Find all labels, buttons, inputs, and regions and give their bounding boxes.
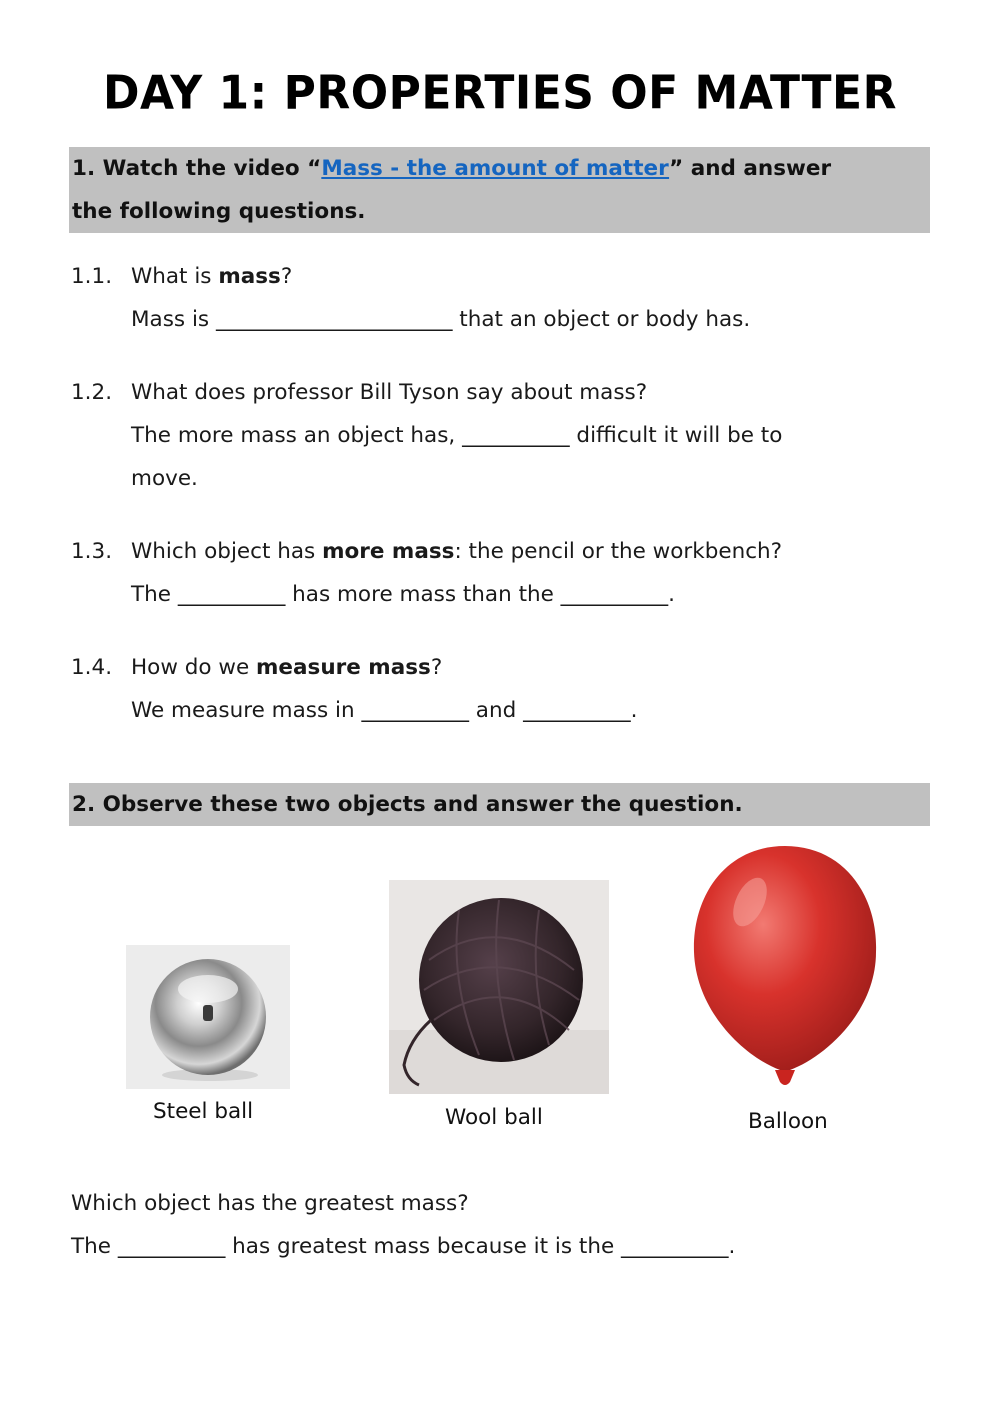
page-title: DAY 1: PROPERTIES OF MATTER (103, 66, 897, 121)
question-text-part: How do we (131, 655, 257, 680)
wool-ball-icon (389, 880, 609, 1094)
section-1-text-before: Watch the video “ (102, 156, 322, 181)
question-text-part: What is (131, 264, 219, 289)
section-1-text-line2: the following questions. (72, 199, 366, 224)
question-number: 1.1. (71, 264, 113, 289)
question-text-part: : the pencil or the workbench? (454, 539, 783, 564)
wool-ball-caption: Wool ball (445, 1105, 543, 1130)
question-text: What does professor Bill Tyson say about mass? (131, 380, 648, 405)
answer-line-continued: move. (131, 466, 198, 491)
question-number: 1.2. (71, 380, 113, 405)
question-text (131, 539, 782, 564)
final-question-text: Which object has the greatest mass? (71, 1191, 469, 1216)
answer-line[interactable]: The __________ has more mass than the __________. (131, 582, 676, 607)
section-2-header (69, 783, 930, 826)
section-1-header (69, 147, 930, 233)
question-text-part: ? (430, 655, 443, 680)
question-text (131, 655, 442, 680)
question-bold-term: measure mass (256, 655, 431, 680)
steel-ball-icon (126, 945, 290, 1089)
final-answer-line[interactable]: The __________ has greatest mass because it is the __________. (71, 1234, 736, 1259)
answer-line[interactable]: The more mass an object has, __________ difficult it will be to (131, 423, 783, 448)
question-text (131, 264, 292, 289)
balloon-caption: Balloon (748, 1109, 828, 1134)
wool-ball-svg (389, 880, 609, 1094)
question-bold-term: mass (218, 264, 281, 289)
question-text-part: ? (280, 264, 293, 289)
answer-line[interactable]: Mass is ______________________ that an object or body has. (131, 307, 751, 332)
section-1-number: 1. (72, 156, 96, 181)
question-bold-term: more mass (322, 539, 455, 564)
steel-ball-caption: Steel ball (153, 1099, 254, 1124)
section-2-number: 2. (72, 792, 96, 817)
video-link[interactable]: Mass - the amount of matter (321, 156, 670, 181)
section-2-text: Observe these two objects and answer the question. (102, 792, 743, 817)
question-number: 1.4. (71, 655, 113, 680)
question-number: 1.3. (71, 539, 113, 564)
question-text-part: Which object has (131, 539, 323, 564)
steel-ball-svg (126, 945, 290, 1089)
balloon-svg (690, 842, 880, 1090)
section-1-text-after: ” and answer (669, 156, 832, 181)
answer-line[interactable]: We measure mass in __________ and __________. (131, 698, 638, 723)
balloon-icon (690, 842, 880, 1090)
